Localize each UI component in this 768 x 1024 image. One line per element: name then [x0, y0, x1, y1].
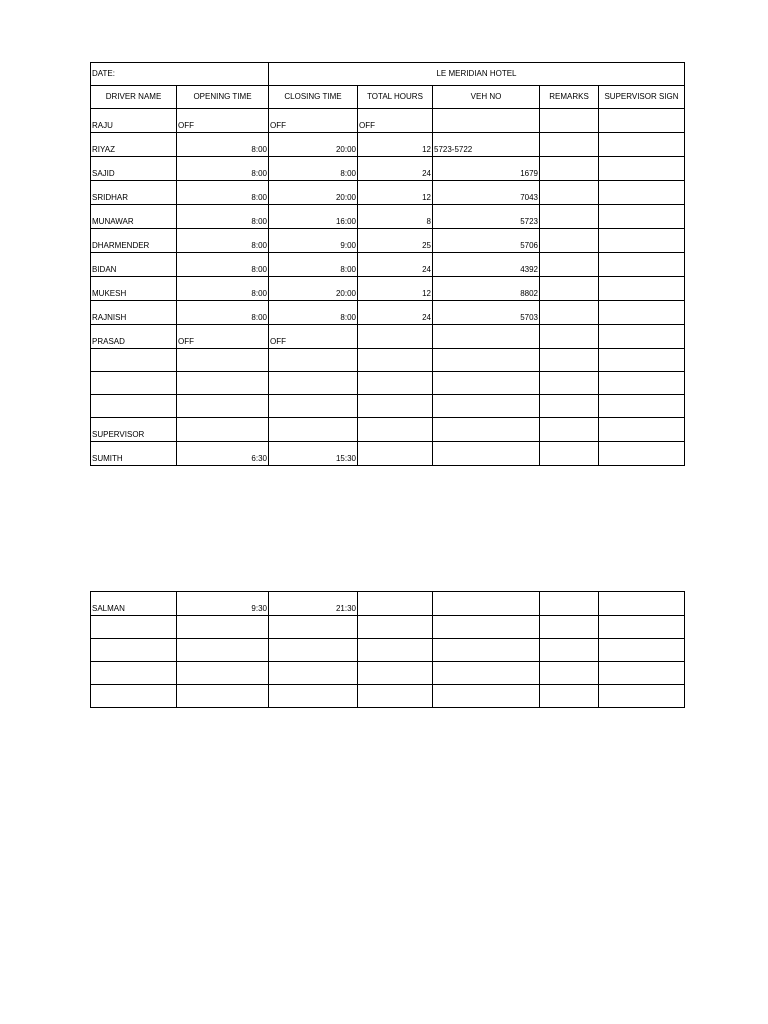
driver-name-cell: MUKESH	[91, 277, 177, 301]
closing-time-cell: 9:00	[269, 229, 358, 253]
remarks-cell	[540, 157, 599, 181]
col-header-veh-no: VEH NO	[433, 86, 540, 109]
driver-name-cell: RAJNISH	[91, 301, 177, 325]
total-hours-cell: 24	[358, 157, 433, 181]
total-hours-cell: 25	[358, 229, 433, 253]
total-hours-cell: 8	[358, 205, 433, 229]
empty-cell	[540, 395, 599, 418]
empty-cell	[269, 662, 358, 685]
supervisor-sign-cell	[599, 205, 685, 229]
empty-cell	[177, 349, 269, 372]
opening-time-cell: 9:30	[177, 592, 269, 616]
closing-time-cell: OFF	[269, 109, 358, 133]
empty-cell	[358, 349, 433, 372]
total-hours-cell: 12	[358, 181, 433, 205]
closing-time-cell: 20:00	[269, 181, 358, 205]
opening-time-cell: 8:00	[177, 205, 269, 229]
remarks-cell	[540, 181, 599, 205]
driver-log-table	[90, 62, 685, 466]
empty-cell	[599, 418, 685, 442]
closing-time-cell: 8:00	[269, 253, 358, 277]
veh-no-cell: 1679	[433, 157, 540, 181]
driver-name-cell: PRASAD	[91, 325, 177, 349]
empty-cell	[177, 418, 269, 442]
empty-cell	[433, 395, 540, 418]
empty-cell	[433, 639, 540, 662]
opening-time-cell: OFF	[177, 325, 269, 349]
empty-cell	[269, 372, 358, 395]
closing-time-cell: 20:00	[269, 277, 358, 301]
table-row	[91, 301, 685, 325]
opening-time-cell: 8:00	[177, 181, 269, 205]
remarks-cell	[540, 253, 599, 277]
supervisor-sign-cell	[599, 181, 685, 205]
table-row	[91, 229, 685, 253]
opening-time-cell: OFF	[177, 109, 269, 133]
col-header-remarks: REMARKS	[540, 86, 599, 109]
empty-cell	[540, 616, 599, 639]
closing-time-cell: 8:00	[269, 301, 358, 325]
empty-cell	[599, 685, 685, 708]
empty-cell	[599, 592, 685, 616]
empty-cell	[358, 685, 433, 708]
empty-row	[91, 685, 685, 708]
veh-no-cell	[433, 109, 540, 133]
total-hours-cell: 12	[358, 277, 433, 301]
empty-cell	[358, 662, 433, 685]
supervisor-name-cell: SUMITH	[91, 442, 177, 466]
opening-time-cell: 8:00	[177, 301, 269, 325]
total-hours-cell: 24	[358, 301, 433, 325]
closing-time-cell: 8:00	[269, 157, 358, 181]
empty-cell	[599, 395, 685, 418]
remarks-cell	[540, 133, 599, 157]
veh-no-cell: 4392	[433, 253, 540, 277]
empty-cell	[91, 685, 177, 708]
supervisor-row	[91, 442, 685, 466]
secondary-log-table	[90, 591, 685, 708]
col-header-total-hours: TOTAL HOURS	[358, 86, 433, 109]
empty-cell	[540, 442, 599, 466]
empty-cell	[358, 616, 433, 639]
veh-no-cell: 5723	[433, 205, 540, 229]
empty-cell	[358, 372, 433, 395]
driver-name-cell: MUNAWAR	[91, 205, 177, 229]
empty-cell	[91, 662, 177, 685]
empty-cell	[91, 349, 177, 372]
closing-time-cell: OFF	[269, 325, 358, 349]
driver-name-cell: SRIDHAR	[91, 181, 177, 205]
remarks-cell	[540, 301, 599, 325]
empty-row	[91, 395, 685, 418]
table-row	[91, 253, 685, 277]
remarks-cell	[540, 109, 599, 133]
driver-name-cell: BIDAN	[91, 253, 177, 277]
supervisor-sign-cell	[599, 301, 685, 325]
veh-no-cell: 5703	[433, 301, 540, 325]
col-header-opening-time: OPENING TIME	[177, 86, 269, 109]
driver-name-cell: RAJU	[91, 109, 177, 133]
empty-cell	[433, 418, 540, 442]
hotel-name: LE MERIDIAN HOTEL	[269, 63, 685, 86]
empty-cell	[269, 685, 358, 708]
total-hours-cell: OFF	[358, 109, 433, 133]
empty-cell	[177, 662, 269, 685]
opening-time-cell: 8:00	[177, 229, 269, 253]
veh-no-cell: 7043	[433, 181, 540, 205]
col-header-driver-name: DRIVER NAME	[91, 86, 177, 109]
closing-time-cell: 16:00	[269, 205, 358, 229]
total-hours-cell: 24	[358, 253, 433, 277]
remarks-cell	[540, 325, 599, 349]
empty-cell	[91, 395, 177, 418]
opening-time-cell: 8:00	[177, 277, 269, 301]
empty-cell	[269, 639, 358, 662]
empty-cell	[433, 662, 540, 685]
title-row	[91, 63, 685, 86]
empty-cell	[599, 442, 685, 466]
driver-name-cell: SALMAN	[91, 592, 177, 616]
empty-cell	[433, 372, 540, 395]
supervisor-sign-cell	[599, 109, 685, 133]
veh-no-cell: 5706	[433, 229, 540, 253]
col-header-closing-time: CLOSING TIME	[269, 86, 358, 109]
empty-cell	[269, 395, 358, 418]
supervisor-label: SUPERVISOR	[91, 418, 177, 442]
driver-name-cell: SAJID	[91, 157, 177, 181]
empty-cell	[269, 616, 358, 639]
table-row	[91, 181, 685, 205]
empty-cell	[599, 639, 685, 662]
empty-cell	[91, 372, 177, 395]
empty-cell	[269, 418, 358, 442]
col-header-supervisor-sign: SUPERVISOR SIGN	[599, 86, 685, 109]
table-row	[91, 157, 685, 181]
supervisor-sign-cell	[599, 157, 685, 181]
empty-cell	[358, 442, 433, 466]
empty-cell	[177, 372, 269, 395]
empty-cell	[177, 395, 269, 418]
empty-cell	[540, 349, 599, 372]
opening-time-cell: 8:00	[177, 133, 269, 157]
opening-time-cell: 8:00	[177, 253, 269, 277]
remarks-cell	[540, 229, 599, 253]
empty-cell	[540, 685, 599, 708]
empty-cell	[540, 418, 599, 442]
empty-cell	[91, 639, 177, 662]
empty-cell	[177, 616, 269, 639]
supervisor-label-row	[91, 418, 685, 442]
total-hours-cell	[358, 325, 433, 349]
opening-time-cell: 8:00	[177, 157, 269, 181]
empty-cell	[433, 616, 540, 639]
supervisor-sign-cell	[599, 277, 685, 301]
empty-cell	[177, 685, 269, 708]
empty-cell	[433, 685, 540, 708]
opening-time-cell: 6:30	[177, 442, 269, 466]
supervisor-sign-cell	[599, 253, 685, 277]
table-row	[91, 325, 685, 349]
empty-cell	[599, 349, 685, 372]
empty-cell	[358, 639, 433, 662]
empty-row	[91, 349, 685, 372]
veh-no-cell: 5723-5722	[433, 133, 540, 157]
table-row	[91, 277, 685, 301]
closing-time-cell: 21:30	[269, 592, 358, 616]
column-header-row	[91, 86, 685, 109]
empty-cell	[177, 639, 269, 662]
veh-no-cell	[433, 325, 540, 349]
supervisor-sign-cell	[599, 133, 685, 157]
empty-cell	[540, 592, 599, 616]
empty-cell	[599, 662, 685, 685]
empty-row	[91, 662, 685, 685]
remarks-cell	[540, 277, 599, 301]
empty-cell	[433, 349, 540, 372]
table-row	[91, 205, 685, 229]
date-label: DATE:	[91, 63, 269, 86]
empty-cell	[269, 349, 358, 372]
empty-row	[91, 616, 685, 639]
table-row	[91, 592, 685, 616]
empty-cell	[433, 592, 540, 616]
empty-cell	[540, 662, 599, 685]
closing-time-cell: 20:00	[269, 133, 358, 157]
empty-cell	[599, 372, 685, 395]
empty-cell	[358, 418, 433, 442]
remarks-cell	[540, 205, 599, 229]
empty-cell	[540, 639, 599, 662]
empty-cell	[358, 592, 433, 616]
empty-cell	[358, 395, 433, 418]
empty-cell	[599, 616, 685, 639]
table-row	[91, 133, 685, 157]
veh-no-cell: 8802	[433, 277, 540, 301]
empty-row	[91, 372, 685, 395]
total-hours-cell: 12	[358, 133, 433, 157]
empty-cell	[433, 442, 540, 466]
empty-row	[91, 639, 685, 662]
supervisor-sign-cell	[599, 325, 685, 349]
driver-name-cell: RIYAZ	[91, 133, 177, 157]
closing-time-cell: 15:30	[269, 442, 358, 466]
table-row	[91, 109, 685, 133]
empty-cell	[540, 372, 599, 395]
empty-cell	[91, 616, 177, 639]
driver-name-cell: DHARMENDER	[91, 229, 177, 253]
supervisor-sign-cell	[599, 229, 685, 253]
